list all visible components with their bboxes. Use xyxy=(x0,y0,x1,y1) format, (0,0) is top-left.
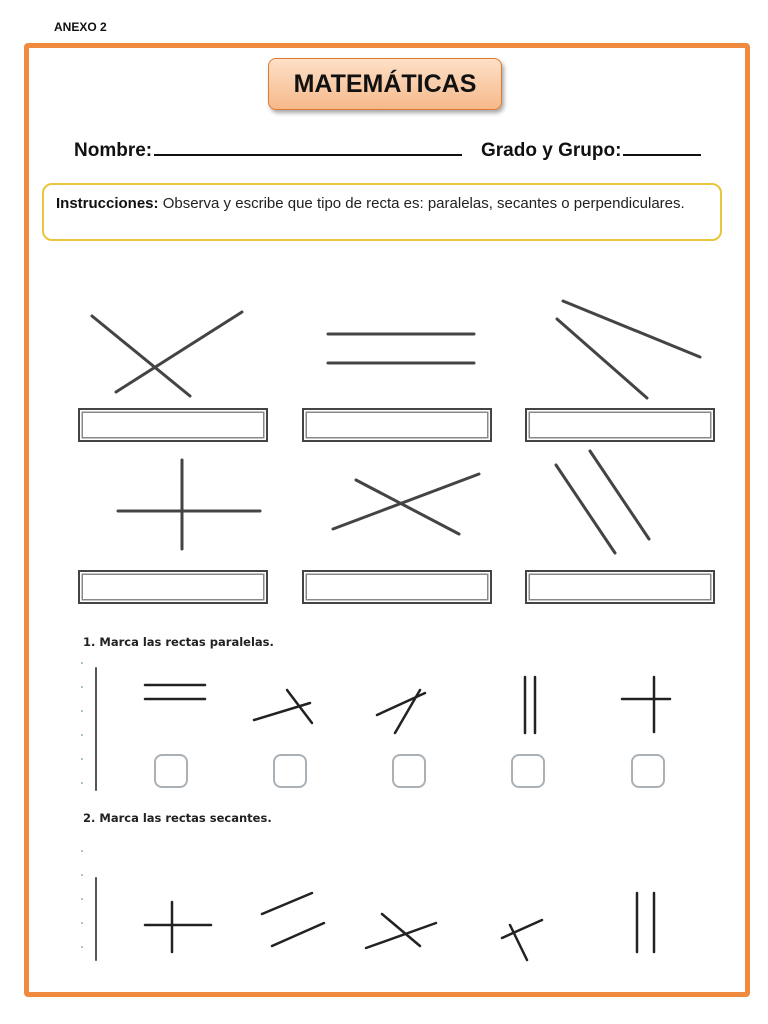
ex2-fig3-a xyxy=(366,923,436,948)
ex2-fig2-a xyxy=(262,893,312,914)
figure-6-line-a xyxy=(556,465,615,553)
figure-3-line-a xyxy=(563,301,700,357)
instructions-text: Observa y escribe que tipo de recta es: paralelas, secantes o perpendiculares. xyxy=(162,195,685,212)
margin-dot xyxy=(81,946,83,948)
grade-label: Grado y Grupo: xyxy=(481,140,622,161)
ex1-fig3-a xyxy=(377,693,425,715)
instructions-heading: Instrucciones: xyxy=(56,195,159,212)
margin-dot xyxy=(81,922,83,924)
figure-6-line-b xyxy=(590,451,649,539)
annex-label: ANEXO 2 xyxy=(54,20,107,34)
ex1-fig2-b xyxy=(287,690,312,723)
answer-box-5[interactable] xyxy=(302,570,492,604)
page-title: MATEMÁTICAS xyxy=(268,58,502,110)
ex2-fig2-b xyxy=(272,923,324,946)
ex1-checkbox-5[interactable] xyxy=(631,754,665,788)
answer-box-1[interactable] xyxy=(78,408,268,442)
answer-box-4[interactable] xyxy=(78,570,268,604)
answer-box-6[interactable] xyxy=(525,570,715,604)
margin-dot xyxy=(81,686,83,688)
margin-dot xyxy=(81,710,83,712)
figure-5-line-a xyxy=(333,474,479,529)
answer-box-2[interactable] xyxy=(302,408,492,442)
margin-dot xyxy=(81,734,83,736)
ex1-checkbox-2[interactable] xyxy=(273,754,307,788)
exercise-1-label: 1. Marca las rectas paralelas. xyxy=(83,635,274,649)
margin-dot xyxy=(81,758,83,760)
margin-dot xyxy=(81,850,83,852)
ex2-fig4-a xyxy=(502,920,542,938)
exercise-2-label: 2. Marca las rectas secantes. xyxy=(83,811,272,825)
margin-dot xyxy=(81,662,83,664)
margin-dot xyxy=(81,782,83,784)
ex1-checkbox-4[interactable] xyxy=(511,754,545,788)
ex1-checkbox-3[interactable] xyxy=(392,754,426,788)
ex1-fig3-b xyxy=(395,690,420,733)
ex1-fig2-a xyxy=(254,703,310,720)
answer-box-3[interactable] xyxy=(525,408,715,442)
margin-dot xyxy=(81,898,83,900)
margin-dot xyxy=(81,874,83,876)
ex1-checkbox-1[interactable] xyxy=(154,754,188,788)
name-label: Nombre: xyxy=(74,140,153,161)
